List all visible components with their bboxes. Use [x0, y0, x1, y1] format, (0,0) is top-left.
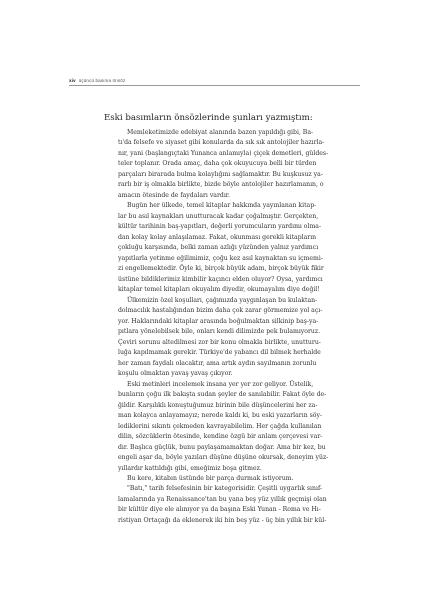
paragraph-line: ristiyan Ortaçağı da eklenerek iki bin beş yüz - üç bin yıllık bir kül- [118, 516, 327, 524]
paragraph-line: çokluğu karşısında, belki zaman azlığı yüzünden yalnız yardımcı [118, 244, 319, 252]
page-number: xiv [69, 78, 76, 83]
paragraph-line: luğa kapılmamak gerekir. Türkiye'de yabancı dil bilmek herhalde [118, 349, 321, 357]
paragraph-line: kitaplar temel kitapları okuyalım diyedir, okumayalım diye değil! [118, 286, 320, 294]
paragraph-line: dolmacılık hastalığından bizim daha çok zarar görmemize yol açı- [118, 307, 323, 315]
running-head-title: üçüncü basıma önsöz [78, 78, 126, 83]
paragraph-line: ğildir. Karşılıklı konuştuğumuz birinin bile düşüncelerini her za- [118, 401, 318, 409]
paragraph-line: Bugün her ülkede, temel kitaplar hakkında yayınlanan kitap- [127, 202, 317, 210]
paragraph-line: lamalarında ya Renaissance'tan bu yana beş yüz yıllık geçmişi olan [118, 495, 327, 503]
paragraph-line: dır. Başlıca güçlük, bunu paylaşamamaktan doğar. Ama bir kez, bu [118, 443, 326, 451]
paragraph-line: kültür tarihinin baş-yapıtları, değerli yorumcuların yardımı olma- [118, 223, 322, 231]
paragraph-line: lediklerini sıkıntı çekmeden kavrayabilelim. Her çağda kullanılan [118, 422, 322, 430]
paragraph-line: üstüne bildiklerimiz kimbilir kaçıncı elden oluyor? Oysa, yardımcı [118, 275, 323, 283]
paragraph-line: her zaman faydalı olacaktır, ama artık aydın sayılmanın zorunlu [118, 359, 317, 367]
paragraph-line: koşulu olmaktan yavaş yavaş çıkıyor. [118, 370, 233, 378]
paragraph-line: yor. Haklarındaki kitaplar arasında boğulmaktan silkinip baş-ya- [118, 317, 319, 325]
paragraph-line: rarlı bir iş olmakla birlikte, bizde böyle antolojiler hazırlamanın, o [118, 181, 324, 189]
paragraph-line: tı'da felsefe ve siyaset gibi konularda da sık sık antolojiler hazırla- [118, 139, 325, 147]
paragraph-line: amacın ötesinde de faydaları vardır. [118, 191, 230, 199]
paragraph-line: "Batı," tarih felsefesinin bir kategorisidir. Çeşitli uygarlık sınıf- [127, 485, 323, 493]
paragraph-line: yıllardır kattıldığı gibi, emeğimiz boşa gitmez. [118, 464, 262, 472]
body-text [118, 128, 354, 526]
header-rule [69, 85, 360, 86]
paragraph-line: zi engellemektedir. Öyle ki, birçok büyük adam, birçok büyük fikir [118, 265, 324, 273]
paragraph-line: teler toplanır. Orada amaç, daha çok okuyucuya belli bir türden [118, 160, 317, 168]
paragraph-line: Ülkemizin özel koşulları, çağımızda yaygınlaşan bu kulaktan- [127, 296, 318, 304]
paragraph-line: nır, yani (başlangıçtaki Yunanca anlamıyla) çiçek demetleri, güldes- [118, 149, 329, 157]
paragraph-line: Çeviri sorunu altedilmesi zor bir konu olmakla birlikte, unutturu- [118, 338, 321, 346]
paragraph-line: man kolayca anlayamayız; nerede kaldı ki, bu eski yazarların söy- [118, 412, 322, 420]
running-head [69, 78, 125, 83]
paragraph-line: Memleketimizde edebiyat alanında bazen yapıldığı gibi, Ba- [127, 129, 314, 136]
paragraph-line: dilin, sözcüklerin ötesinde, kendine özgü bir anlam çerçevesi var- [118, 433, 323, 441]
paragraph-line: dan kolay kolay anlaşılamaz. Fakat, okunması gerekli kitapların [118, 233, 317, 241]
paragraph-line: engeli aşar da, böyle yazıları düşüne düşüne okursak, deneyim yüz- [118, 454, 329, 462]
section-heading: Eski basımların önsözlerinde şunları yazmıştım: [104, 113, 313, 123]
paragraph-line: yapıtlarla yetinme eğilimimiz, çoğu kez asıl kaynaktan su içmemi- [118, 254, 323, 262]
paragraph-line: pıtlara yönelebilsek bile, onları kendi dilimizde pek bulamıyoruz. [118, 328, 321, 336]
paragraph-line: Eski metinleri incelemek insana yer yer zor geliyor. Üstelik, [127, 380, 314, 388]
paragraph-line: bir kültür diye ele alınıyor ya da başına Eski Yunan - Roma ve Hı- [118, 506, 321, 514]
paragraph-line: lar bu asıl kaynakları unutturacak kadar çoğalmıştır. Gerçekten, [118, 212, 319, 220]
paragraph-line: Bu kere, kitabın üstünde bir parça durmak istiyorum. [127, 474, 294, 482]
paragraph-line: parçaları birarada bulma kolaylığını sağlamaktır. Bu kuşkusuz ya- [118, 170, 323, 178]
paragraph-line: bunların çoğu ilk bakışta sudan şeyler de sanılabilir. Fakat öyle de- [118, 391, 327, 399]
